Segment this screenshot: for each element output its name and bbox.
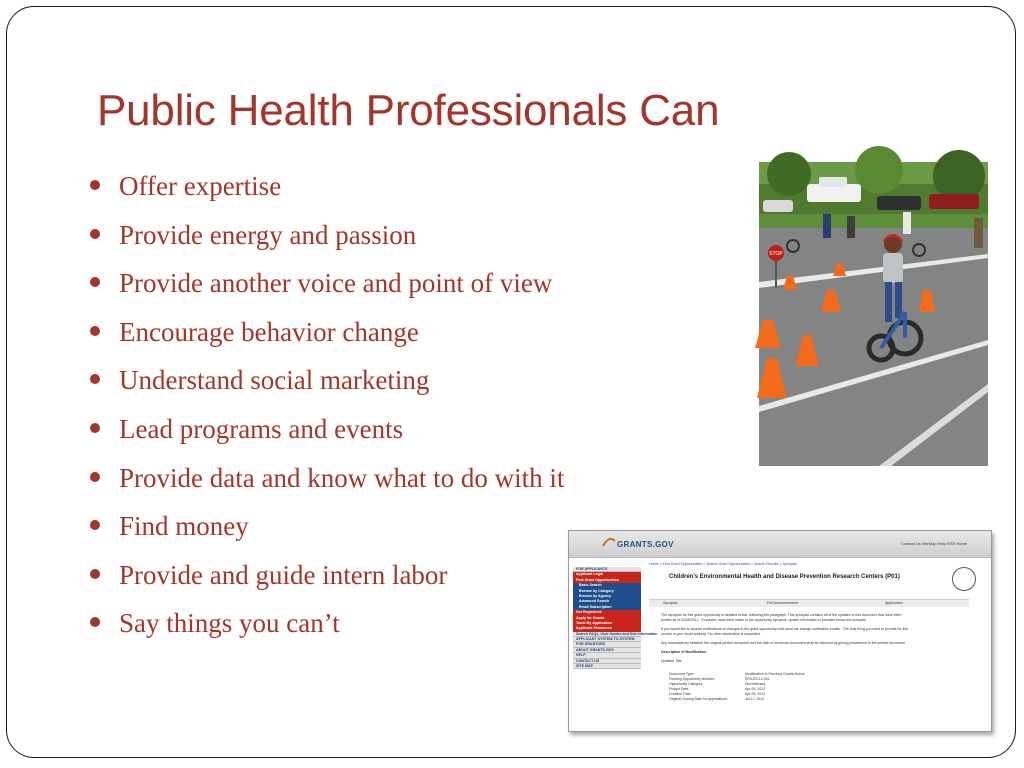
details-key: Funding Opportunity Number: bbox=[669, 677, 716, 681]
details-table bbox=[669, 672, 979, 702]
bullet-dot-icon bbox=[90, 326, 100, 336]
tab-application[interactable]: Application bbox=[885, 601, 903, 605]
bullet-dot-icon bbox=[90, 180, 100, 190]
bullet-list bbox=[88, 168, 564, 654]
body-line: posted as of 04/05/2012 . If updates have been made to the opportunity synopsis, update information is provided below the synopsis. bbox=[661, 618, 867, 622]
bullet-item: Find money bbox=[88, 508, 564, 557]
details-key: Posted Date: bbox=[669, 687, 690, 691]
svg-text:STOP: STOP bbox=[769, 251, 783, 257]
sidebar-link[interactable]: Search FAQs, User Guides and Site Information bbox=[573, 632, 641, 637]
bullet-item: Lead programs and events bbox=[88, 411, 564, 460]
grants-gov-screenshot bbox=[568, 530, 992, 732]
body-line: If you would like to receive notifications of changes to the grant opportunity click send me change notification emails . The only thing you need to provide for this bbox=[661, 627, 909, 631]
bullet-dot-icon bbox=[90, 423, 100, 433]
bullet-dot-icon bbox=[90, 374, 100, 384]
slide-title: Public Health Professionals Can bbox=[97, 86, 720, 135]
grants-sidebar bbox=[573, 567, 658, 729]
sidebar-link[interactable]: Browse by Agency bbox=[573, 594, 641, 599]
details-value: Apr 05, 2012 bbox=[745, 692, 766, 696]
sidebar-link[interactable]: Find Grant Opportunities bbox=[573, 578, 641, 583]
body-line: service is your email address. No other information is requested. bbox=[661, 632, 761, 636]
sidebar-link[interactable]: Applicant Resources bbox=[573, 626, 641, 631]
body-line: Any inconsistency between the original printed document and the disk or electronic document shall be resolved by giving precedence to the printed document. bbox=[661, 641, 906, 645]
sidebar-link[interactable]: FOR GRANTORS bbox=[573, 642, 641, 647]
grants-header bbox=[569, 531, 991, 558]
bike-rodeo-photo bbox=[759, 162, 988, 466]
body-line: Description of Modification bbox=[661, 650, 707, 654]
sidebar-link[interactable]: APPLICANT SYSTEM-TO-SYSTEM bbox=[573, 637, 641, 642]
sidebar-link[interactable]: Basic Search bbox=[573, 583, 641, 588]
sidebar-link[interactable]: ABOUT GRANTS.GOV bbox=[573, 648, 641, 653]
sidebar-link[interactable]: Advanced Search bbox=[573, 599, 641, 604]
bullet-dot-icon bbox=[90, 569, 100, 579]
tab-full-announcement[interactable]: Full Announcement bbox=[767, 601, 798, 605]
grants-top-links: Contact Us SiteMap Help RSS Home bbox=[900, 541, 967, 546]
details-value: Modification to Previous Grants Notice bbox=[745, 672, 805, 676]
bullet-item: Say things you can’t bbox=[88, 605, 564, 654]
tab-synopsis[interactable]: Synopsis bbox=[663, 601, 678, 605]
hhs-seal-icon bbox=[952, 567, 976, 591]
details-value: Apr 05, 2012 bbox=[745, 687, 766, 691]
bullet-item: Provide and guide intern labor bbox=[88, 557, 564, 606]
details-key: Original Closing Date for Applications: bbox=[669, 697, 728, 701]
sidebar-link[interactable]: FOR APPLICANTS bbox=[573, 567, 641, 572]
bullet-item: Offer expertise bbox=[88, 168, 564, 217]
details-key: Document Type: bbox=[669, 672, 695, 676]
sidebar-link[interactable]: Get Registered bbox=[573, 610, 641, 615]
sidebar-link[interactable]: Applicant Login bbox=[573, 572, 641, 577]
sidebar-link[interactable]: Track My Application bbox=[573, 621, 641, 626]
sidebar-link[interactable]: Email Subscription bbox=[573, 605, 641, 610]
bullet-dot-icon bbox=[90, 520, 100, 530]
bullet-item: Provide energy and passion bbox=[88, 217, 564, 266]
bullet-dot-icon bbox=[90, 277, 100, 287]
grant-tabs bbox=[649, 599, 969, 607]
body-line: Updated Title bbox=[661, 659, 682, 663]
grants-logo: GRANTS.GOV bbox=[617, 540, 674, 549]
details-row bbox=[669, 697, 979, 702]
details-value: Discretionary bbox=[745, 682, 766, 686]
bullet-dot-icon bbox=[90, 472, 100, 482]
sidebar-link[interactable]: Browse by Category bbox=[573, 589, 641, 594]
bullet-item: Encourage behavior change bbox=[88, 314, 564, 363]
details-value: RFA-ES-12-001 bbox=[745, 677, 770, 681]
bullet-item: Provide data and know what to do with it bbox=[88, 460, 564, 509]
bullet-dot-icon bbox=[90, 229, 100, 239]
grants-logo-icon bbox=[603, 537, 615, 547]
details-value: Jul 17, 2012 bbox=[745, 697, 765, 701]
breadcrumb: Home > Find Grant Opportunities > Search Grant Opportunities > Search Results > Synopsis bbox=[649, 562, 798, 566]
grant-page-title: Children's Environmental Health and Disease Prevention Research Centers (P01) bbox=[669, 574, 900, 580]
sidebar-link[interactable]: Apply for Grants bbox=[573, 616, 641, 621]
bullet-item: Understand social marketing bbox=[88, 362, 564, 411]
bike-rodeo-illustration bbox=[759, 162, 988, 466]
grant-body-text bbox=[661, 613, 979, 702]
sidebar-link[interactable]: HELP bbox=[573, 653, 641, 658]
bullet-dot-icon bbox=[90, 617, 100, 627]
sidebar-link[interactable]: CONTACT US bbox=[573, 659, 641, 664]
details-key: Creation Date: bbox=[669, 692, 692, 696]
bullet-item: Provide another voice and point of view bbox=[88, 265, 564, 314]
sidebar-link[interactable]: SITE MAP bbox=[573, 664, 641, 669]
body-line: The synopsis for this grant opportunity is detailed below, following this paragraph. This synopsis contains all of the updates to this document that have been bbox=[661, 613, 902, 617]
details-key: Opportunity Category: bbox=[669, 682, 704, 686]
